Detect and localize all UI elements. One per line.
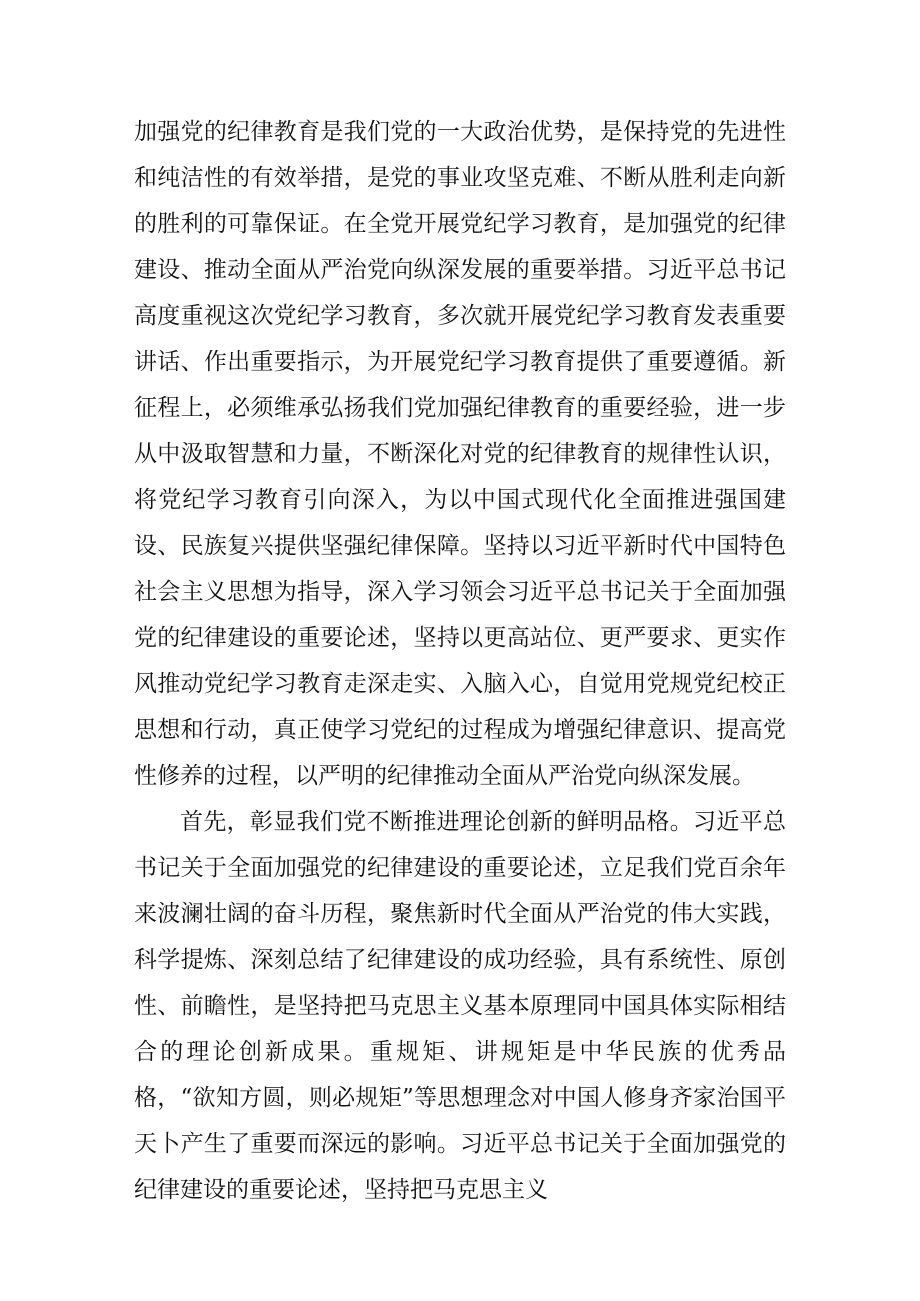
body-paragraph-1: 加强党的纪律教育是我们党的一大政治优势，是保持党的先进性和纯洁性的有效举措，是党的事业攻坚克难、不断从胜利走向新的胜利的可靠保证。在全党开展党纪学习教育，是加强党的纪律建设、推动全面从严治党向纵深发展的重要举措。习近平总书记高度重视这次党纪学习教育，多次就开展党纪学习教育发表重要讲话、作出重要指示，为开展党纪学习教育提供了重要遵循。新征程上，必须维承弘扬我们党加强纪律教育的重要经验，进一步从中汲取智慧和力量，不断深化对党的纪律教育的规律性认识，将党纪学习教育引向深入，为以中国式现代化全面推进强国建设、民族复兴提供坚强纪律保障。坚持以习近平新时代中国特色社会主义思想为指导，深入学习领会习近平总书记关于全面加强党的纪律建设的重要论述，坚持以更高站位、更严要求、更实作风推动党纪学习教育走深走实、入脑入心，自觉用党规党纪校正思想和行动，真正使学习党纪的过程成为增强纪律意识、提高党性修养的过程，以严明的纪律推动全面从严治党向纵深发展。	[134, 119, 786, 789]
body-paragraph-2: 首先，彰显我们党不断推进理论创新的鲜明品格。习近平总书记关于全面加强党的纪律建设的重要论述，立足我们党百余年来波澜壮阔的奋斗历程，聚焦新时代全面从严治党的伟大实践，科学提炼、深刻总结了纪律建设的成功经验，具有系统性、原创性、前瞻性，是坚持把马克思主义基本原理同中国具体实际相结合的理论创新成果。重规矩、讲规矩是中华民族的优秀品格，“欲知方圆，则必规矩”等思想理念对中国人修身齐家治国平天卜产生了重要而深远的影响。习近平总书记关于全面加强党的纪律建设的重要论述，坚持把马克思主义	[134, 809, 786, 1203]
